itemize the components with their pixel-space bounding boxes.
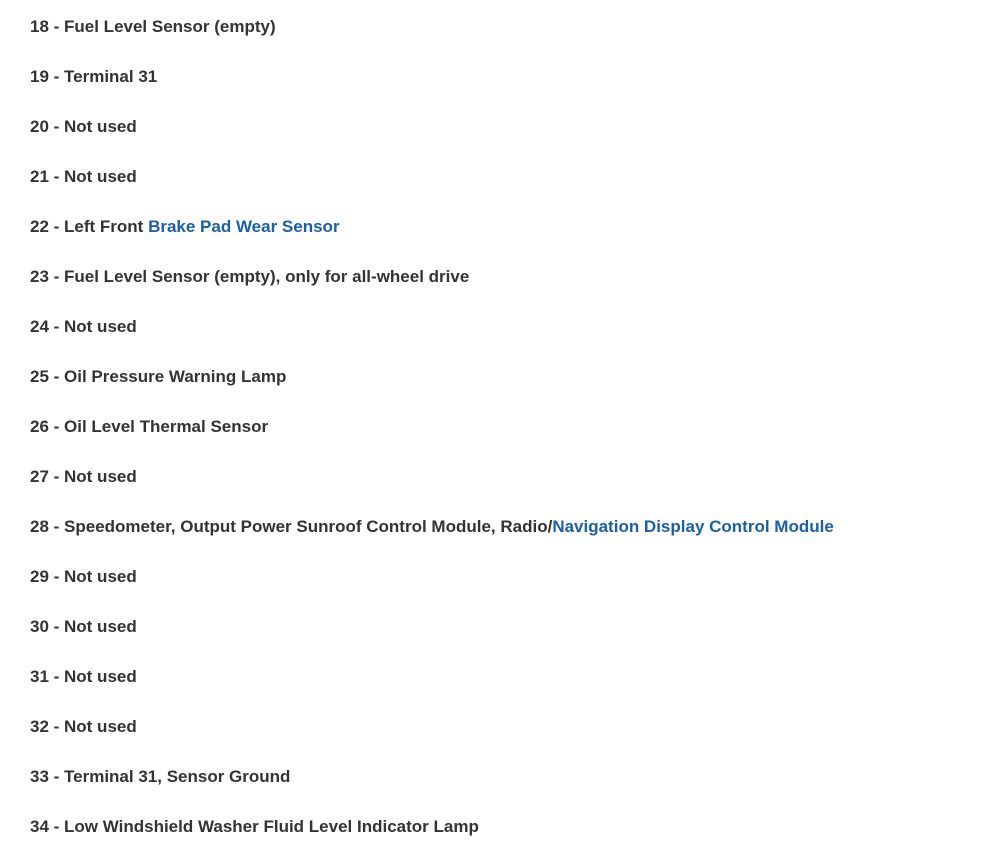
pin-text: 29 - Not used (30, 567, 137, 586)
pin-item-28 (30, 516, 834, 566)
pin-item-21 (30, 166, 834, 216)
pin-text: 31 - Not used (30, 667, 137, 686)
pin-text: 22 - Left Front (30, 217, 149, 236)
pin-item-25 (30, 366, 834, 416)
pin-text: 20 - Not used (30, 117, 137, 136)
pin-text: 19 - Terminal 31 (30, 67, 158, 86)
pin-text: 26 - Oil Level Thermal Sensor (30, 417, 269, 436)
pin-item-34 (30, 816, 834, 866)
pin-text: 28 - Speedometer, Output Power Sunroof Control Module, Radio/ (30, 517, 553, 536)
pin-text: 33 - Terminal 31, Sensor Ground (30, 767, 291, 786)
pin-item-19 (30, 66, 834, 116)
pin-text: 25 - Oil Pressure Warning Lamp (30, 367, 287, 386)
pin-item-33 (30, 766, 834, 816)
pin-item-18 (30, 16, 834, 66)
pin-item-30 (30, 616, 834, 666)
pin-item-22 (30, 216, 834, 266)
pin-item-29 (30, 566, 834, 616)
pin-item-31 (30, 666, 834, 716)
pin-list (30, 16, 834, 866)
pin-text: 21 - Not used (30, 167, 137, 186)
pin-text: 34 - Low Windshield Washer Fluid Level Indicator Lamp (30, 817, 479, 836)
pin-item-24 (30, 316, 834, 366)
pin-text: 24 - Not used (30, 317, 137, 336)
pin-text: 27 - Not used (30, 467, 137, 486)
pin-item-32 (30, 716, 834, 766)
pin-item-26 (30, 416, 834, 466)
pin-text: 18 - Fuel Level Sensor (empty) (30, 17, 276, 36)
pin-item-23 (30, 266, 834, 316)
pin-text: 30 - Not used (30, 617, 137, 636)
pin-text: 32 - Not used (30, 717, 137, 736)
pin-item-27 (30, 466, 834, 516)
navigation-display-control-module-link[interactable]: Navigation Display Control Module (552, 517, 834, 536)
brake-pad-wear-sensor-link[interactable]: Brake Pad Wear Sensor (148, 217, 340, 236)
pin-text: 23 - Fuel Level Sensor (empty), only for all-wheel drive (30, 267, 470, 286)
pin-item-20 (30, 116, 834, 166)
